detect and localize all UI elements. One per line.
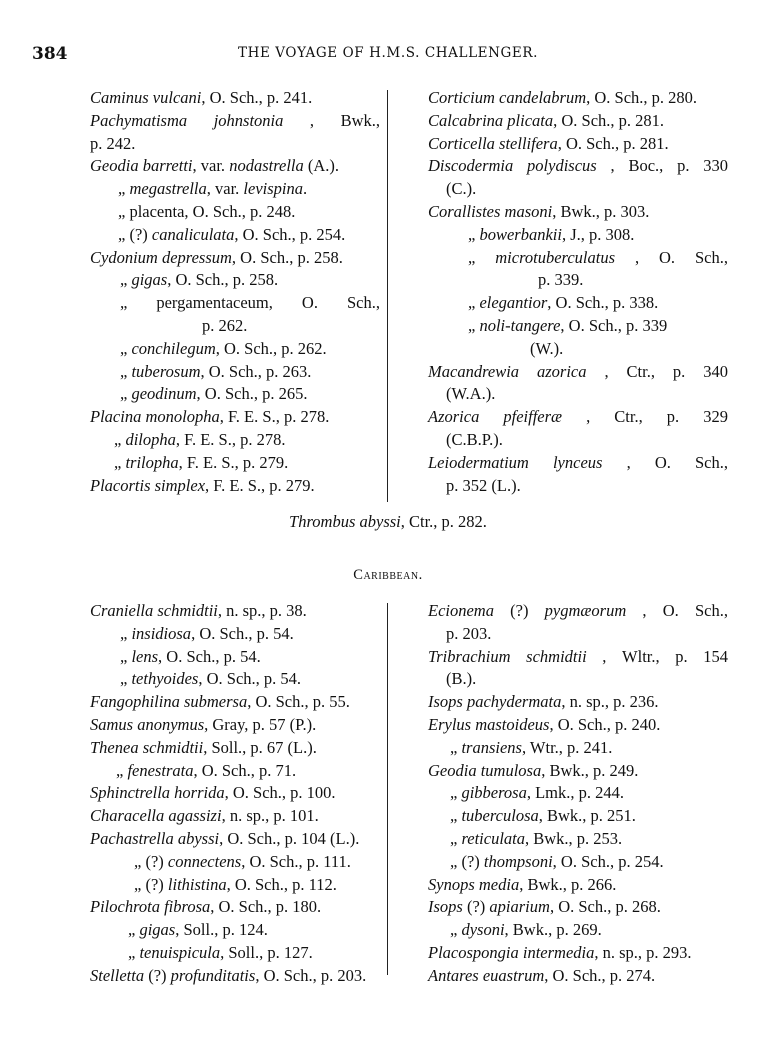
query-mark: (?) [145, 874, 168, 894]
species-name: gigas [131, 270, 168, 290]
species-name: Placina monolopha [90, 407, 220, 427]
list-item [90, 88, 312, 108]
word: , [610, 156, 615, 176]
citation: . [303, 179, 308, 199]
citation: , O. Sch., p. 100. [224, 783, 336, 803]
species-name: Isops [428, 897, 463, 917]
citation: , n. sp., p. 236. [561, 692, 659, 712]
species-name: megastrella [129, 179, 207, 199]
section-heading-text: Caribbean. [353, 567, 423, 583]
citation: , O. Sch., p. 54. [198, 669, 302, 689]
citation: , Bwk., p. 269. [504, 920, 602, 940]
word: Discodermia [428, 156, 514, 176]
species-name: Geodia tumulosa [428, 760, 542, 780]
word: 329 [703, 407, 728, 427]
ditto-mark: „ [116, 760, 128, 780]
species-name: Pachastrella abyssi [90, 829, 220, 848]
species-name: Cydonium depressum [90, 247, 232, 267]
ditto-mark: „ [120, 623, 132, 643]
list-item [446, 430, 503, 450]
list-item [468, 316, 667, 336]
word: Ctr., [626, 361, 655, 381]
list-item [428, 362, 728, 382]
word: lynceus [552, 452, 603, 472]
citation: placenta, O. Sch., p. 248. [129, 202, 296, 221]
list-item [446, 669, 476, 689]
list-item [428, 943, 692, 963]
list-item [128, 943, 313, 963]
citation: , Soll., p. 127. [220, 943, 313, 962]
word: Macandrewia [428, 361, 520, 381]
ditto-mark: „ [120, 646, 132, 666]
citation: p. 352 (L.). [446, 475, 521, 495]
citation: (W.A.). [446, 384, 496, 404]
citation: , O. Sch., p. 274. [544, 965, 656, 985]
citation: p. 339. [538, 270, 584, 290]
list-item [450, 783, 624, 803]
species-name: Thenea schmidtii [90, 737, 204, 757]
species-name: Craniella schmidtii [90, 601, 218, 620]
citation: , O. Sch., p. 104 (L.). [219, 829, 360, 848]
word: , [626, 452, 631, 472]
ditto-mark: „ [450, 851, 462, 871]
list-item [428, 202, 649, 222]
section-heading [0, 567, 776, 584]
species-name: lens [131, 646, 159, 666]
list-item [90, 783, 336, 803]
citation: , Bwk., p. 266. [519, 874, 617, 894]
ditto-mark: „ [114, 430, 126, 449]
word: Leiodermatium [428, 452, 529, 472]
species-name: transiens [461, 737, 522, 757]
list-item [90, 134, 135, 154]
word: 340 [703, 361, 728, 381]
citation: , O. Sch., p. 258. [167, 270, 279, 290]
citation: , Bwk., p. 253. [525, 829, 623, 848]
list-item [90, 476, 315, 496]
species-name: Corallistes masoni [428, 202, 553, 221]
species-name: noli-tangere [479, 316, 561, 335]
word: schmidtii [526, 646, 587, 666]
citation: , O. Sch., p. 55. [247, 692, 350, 712]
list-item [538, 270, 583, 290]
word: p. [675, 646, 688, 666]
list-item [202, 316, 247, 336]
list-item [450, 738, 612, 758]
citation: , O. Sch., p. 54. [158, 646, 261, 666]
citation: (W.). [530, 338, 564, 358]
species-name: Fangophilina submersa [90, 692, 248, 712]
list-item [90, 829, 359, 849]
query-mark: (?) [145, 851, 168, 871]
citation: , O. Sch., p. 71. [193, 760, 297, 780]
citation: , F. E. S., p. 278. [219, 407, 330, 427]
species-name: Caminus vulcani [90, 88, 202, 107]
ditto-mark: „ [120, 384, 132, 404]
list-item [120, 669, 301, 689]
word: Ctr., [614, 407, 643, 427]
list-item [90, 715, 316, 735]
citation: , O. Sch., p. 254. [552, 851, 664, 871]
species-name: Corticella stellifera [428, 133, 558, 153]
species-name: thompsoni [483, 851, 553, 871]
list-item [90, 966, 366, 986]
list-item [428, 453, 728, 473]
species-name: tethyoides [131, 669, 199, 689]
list-item [428, 134, 669, 154]
list-item [116, 761, 296, 781]
citation: , O. Sch., p. 203. [255, 965, 367, 985]
species-name: Isops pachydermata [428, 692, 562, 712]
running-title: THE VOYAGE OF H.M.S. CHALLENGER. [237, 45, 539, 61]
ditto-mark: „ [450, 806, 462, 826]
species-name: Stelletta [90, 965, 145, 985]
citation: , O. Sch., p. 265. [196, 384, 308, 404]
species-name: Pilochrota fibrosa [90, 897, 211, 917]
citation: , O. Sch., p. 339 [560, 316, 668, 335]
citation: , O. Sch., p. 258. [231, 247, 343, 267]
citation: , O. Sch., p. 240. [549, 715, 661, 734]
species-name: Antares euastrum [428, 965, 545, 985]
word: Sch., [694, 247, 728, 267]
ditto-mark: „ [450, 737, 462, 757]
word: Tribrachium [428, 646, 511, 666]
species-name: trilopha [125, 452, 179, 472]
ditto-mark: „ [118, 179, 130, 199]
word: (?) [510, 601, 529, 620]
ditto-mark: „ [450, 920, 462, 940]
ditto-mark: „ [118, 224, 130, 244]
ditto-mark: „ [120, 270, 132, 290]
citation: , J., p. 308. [561, 224, 635, 244]
ditto-mark: „ [134, 874, 146, 894]
list-item [428, 156, 728, 176]
citation: , var. [206, 179, 244, 199]
species-name: geodinum [131, 384, 197, 404]
citation: , n. sp., p. 101. [221, 806, 319, 826]
citation: , Wtr., p. 241. [521, 737, 613, 757]
query-mark: (?) [461, 851, 484, 871]
list-item [120, 362, 311, 382]
ditto-mark: „ [120, 338, 132, 358]
list-item [114, 430, 286, 450]
list-item [120, 624, 294, 644]
species-name: fenestrata [127, 760, 194, 780]
centered-entry [0, 512, 776, 532]
ditto-mark: „ [468, 224, 480, 244]
species-name: Placortis simplex [90, 475, 206, 495]
word: p. [666, 407, 680, 427]
list-item [114, 453, 288, 473]
list-item [118, 202, 295, 222]
column-divider-caribbean [387, 603, 388, 975]
word: azorica [537, 361, 587, 381]
citation: , F. E. S., p. 279. [178, 452, 289, 472]
word: Bwk., [340, 110, 380, 130]
species-name: bowerbankii [479, 224, 562, 244]
ditto-mark: „ [134, 851, 146, 871]
citation: , O. Sch., p. 241. [201, 88, 313, 107]
citation: p. 242. [90, 133, 136, 153]
list-item [446, 384, 495, 404]
citation: , n. sp., p. 38. [217, 601, 307, 620]
species-name: elegantior [479, 293, 548, 313]
list-item [450, 806, 636, 826]
ditto-mark: „ [118, 202, 130, 221]
word: O. [662, 601, 679, 620]
species-name: Samus anonymus [90, 715, 205, 734]
species-name: dilopha [125, 430, 176, 449]
column-divider [387, 90, 388, 502]
word: Sch., [695, 452, 728, 472]
list-item [428, 897, 661, 917]
ditto-mark: „ [468, 316, 480, 335]
list-item [468, 293, 658, 313]
list-item [128, 920, 268, 940]
species-name: tenuispicula [139, 943, 221, 962]
list-item [120, 384, 307, 404]
species-name: tuberculosa [461, 806, 539, 826]
page-header [0, 44, 776, 68]
word: polydiscus [527, 156, 597, 176]
citation: p. 203. [446, 623, 492, 643]
citation: (C.B.P.). [446, 430, 503, 449]
species-name: lithistina [167, 874, 227, 894]
citation: , F. E. S., p. 278. [175, 430, 286, 449]
citation: (C.). [446, 179, 477, 199]
list-item [90, 897, 321, 917]
word: 154 [703, 646, 728, 666]
list-item [134, 852, 351, 872]
species-name: tuberosum [131, 361, 201, 381]
species-name: Placospongia intermedia [428, 943, 595, 962]
word: pygmæorum [544, 601, 627, 620]
species-name: gigas [139, 920, 176, 940]
species-name: Geodia barretti [90, 156, 193, 176]
list-item [428, 875, 616, 895]
list-item [90, 692, 350, 712]
list-item [428, 601, 728, 621]
citation: , O. Sch., p. 54. [191, 623, 294, 643]
list-item [120, 270, 278, 290]
list-item [120, 339, 327, 359]
ditto-mark: „ [468, 293, 480, 313]
list-item [468, 248, 728, 268]
list-item [90, 248, 343, 268]
ditto-mark: „ [128, 943, 140, 962]
citation: , Lmk., p. 244. [526, 783, 625, 803]
list-item [428, 407, 728, 427]
citation: , Soll., p. 67 (L.). [203, 737, 317, 757]
list-item [446, 624, 491, 644]
citation: , O. Sch., p. 254. [234, 224, 346, 244]
list-item [90, 407, 329, 427]
list-item [428, 692, 659, 712]
ditto-mark: „ [120, 669, 132, 689]
word: p. [677, 156, 690, 176]
citation: , O. Sch., p. 112. [226, 874, 337, 894]
list-item [90, 806, 319, 826]
page-number: 384 [32, 44, 68, 64]
species-name: gibberosa [461, 783, 527, 803]
species-name: Calcabrina plicata [428, 110, 554, 130]
word: Azorica [428, 407, 480, 427]
citation: , Bwk., p. 249. [541, 760, 639, 780]
citation: , O. Sch., p. 280. [586, 88, 698, 107]
word: „ [468, 247, 476, 267]
citation: , Gray, p. 57 (P.). [204, 715, 317, 734]
query-mark: (?) [129, 224, 152, 244]
word: Ecionema [428, 601, 494, 620]
citation: , Ctr., p. 282. [400, 512, 487, 531]
word: , [642, 601, 647, 620]
list-item [428, 88, 697, 108]
list-item [446, 476, 521, 496]
species-name: Thrombus abyssi [289, 512, 401, 531]
citation: , O. Sch., p. 180. [210, 897, 322, 917]
query-mark: (?) [144, 965, 171, 985]
variety-name: levispina [243, 179, 303, 199]
word: , [602, 646, 607, 666]
citation: , O. Sch., p. 281. [557, 133, 669, 153]
ditto-mark: „ [114, 452, 126, 472]
list-item [118, 225, 345, 245]
list-item [120, 293, 380, 313]
list-item [468, 225, 634, 245]
variety-name: nodastrella [229, 156, 304, 176]
list-item [90, 601, 307, 621]
word: 330 [703, 156, 728, 176]
list-item [134, 875, 337, 895]
list-item [450, 852, 664, 872]
word: Sch., [694, 601, 728, 620]
species-name: canaliculata [151, 224, 235, 244]
citation: , Bwk., p. 251. [538, 806, 636, 826]
word: , [604, 361, 609, 381]
species-name: Erylus mastoideus [428, 715, 550, 734]
list-item [446, 179, 476, 199]
list-item [90, 738, 317, 758]
list-item [90, 111, 380, 131]
citation: p. 262. [202, 316, 248, 335]
citation: , O. Sch., p. 338. [547, 293, 659, 313]
list-item [428, 647, 728, 667]
word: O. [654, 452, 671, 472]
list-item [428, 761, 638, 781]
word: p. [672, 361, 686, 381]
word: O. [658, 247, 676, 267]
word: O. [301, 293, 318, 313]
citation: , O. Sch., p. 281. [553, 110, 665, 130]
species-name: reticulata [461, 829, 525, 848]
list-item [530, 339, 563, 359]
citation: , n. sp., p. 293. [594, 943, 692, 962]
list-item [428, 111, 664, 131]
word: Wltr., [622, 646, 660, 666]
species-name: insidiosa [131, 623, 192, 643]
species-name: Sphinctrella horrida [90, 783, 225, 803]
ditto-mark: „ [450, 829, 462, 848]
species-name: conchilegum [131, 338, 216, 358]
word: pfeifferæ [503, 407, 563, 427]
list-item [120, 647, 261, 667]
word: Boc., [628, 156, 664, 176]
word: Pachymatisma [90, 110, 188, 130]
query-mark: (?) [462, 897, 490, 917]
species-name: Corticium candelabrum [428, 88, 587, 107]
list-item [118, 179, 307, 199]
list-item [428, 715, 660, 735]
list-item [90, 156, 339, 176]
citation: , F. E. S., p. 279. [205, 475, 315, 495]
list-item [450, 920, 602, 940]
citation: (B.). [446, 669, 477, 689]
citation: (A.). [303, 156, 340, 176]
word: , [586, 407, 591, 427]
word: , [309, 110, 315, 130]
species-name: Synops media [428, 874, 520, 894]
species-name: connectens [167, 851, 242, 871]
word: microtuberculatus [495, 247, 616, 267]
citation: , O. Sch., p. 268. [549, 897, 661, 917]
word: „ [120, 293, 128, 313]
citation: , Bwk., p. 303. [552, 202, 650, 221]
word: Sch., [346, 293, 380, 313]
citation: , O. Sch., p. 263. [200, 361, 312, 381]
list-item [428, 966, 655, 986]
citation: , O. Sch., p. 111. [241, 851, 351, 871]
species-name: dysoni [461, 920, 505, 940]
ditto-mark: „ [120, 361, 132, 381]
citation: , O. Sch., p. 262. [215, 338, 327, 358]
ditto-mark: „ [450, 783, 462, 803]
species-name: profunditatis [170, 965, 256, 985]
word: , [634, 247, 640, 267]
ditto-mark: „ [128, 920, 140, 940]
species-name: apiarium [489, 897, 550, 917]
species-name: Characella agassizi [90, 806, 222, 826]
word: pergamentaceum, [156, 293, 273, 313]
list-item [450, 829, 622, 849]
word: johnstonia [213, 110, 284, 130]
citation: , var. [192, 156, 230, 176]
citation: , Soll., p. 124. [175, 920, 268, 940]
